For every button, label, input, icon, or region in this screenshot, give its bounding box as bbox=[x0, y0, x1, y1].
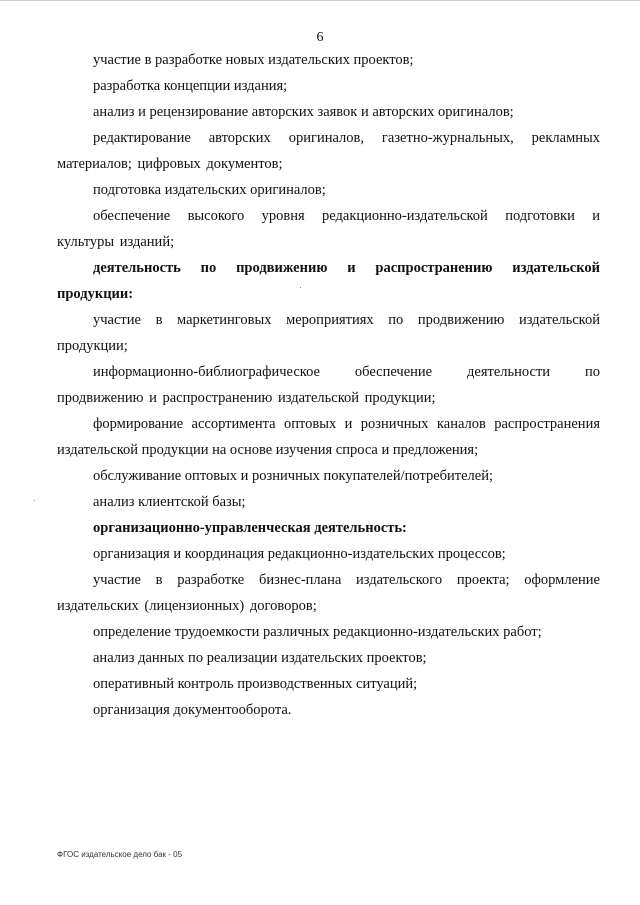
paragraph-editing: редактирование авторских оригиналов, газетно-журнальных, рекламных материалов; цифровых документов; bbox=[57, 130, 600, 172]
scan-speck bbox=[34, 500, 35, 501]
scan-edge bbox=[0, 0, 640, 1]
page-body bbox=[57, 47, 600, 723]
paragraph-marketing: участие в маркетинговых мероприятиях по продвижению издательской продукции; bbox=[57, 312, 600, 354]
paragraph-client-base: анализ клиентской базы; bbox=[93, 494, 246, 510]
paragraph-business-plan: участие в разработке бизнес-плана издательского проекта; оформление издательских (лицензионных) договоров; bbox=[57, 572, 600, 614]
scan-speck bbox=[300, 287, 301, 288]
paragraph-coordination: организация и координация редакционно-издательских процессов; bbox=[93, 546, 506, 562]
paragraph-operational-control: оперативный контроль производственных ситуаций; bbox=[93, 676, 418, 692]
paragraph-analysis-review: анализ и рецензирование авторских заявок и авторских оригиналов; bbox=[93, 104, 514, 120]
paragraph-sales-data: анализ данных по реализации издательских проектов; bbox=[93, 650, 427, 666]
page-number: 6 bbox=[316, 30, 324, 45]
paragraph-document-flow: организация документооборота. bbox=[93, 702, 292, 718]
paragraph-customer-service: обслуживание оптовых и розничных покупателей/потребителей; bbox=[93, 468, 494, 484]
paragraph-concept: разработка концепции издания; bbox=[93, 78, 288, 94]
footer-note: ФГОС издательское дело бак - 05 bbox=[57, 850, 183, 859]
paragraph-quality: обеспечение высокого уровня редакционно-издательской подготовки и культуры изданий; bbox=[57, 208, 600, 250]
paragraph-bibliographic: информационно-библиографическое обеспечение деятельности по продвижению и распространению издательской продукции; bbox=[57, 364, 600, 406]
paragraph-assortment: формирование ассортимента оптовых и розничных каналов распространения издательской продукции на основе изучения спроса и предложения; bbox=[57, 416, 600, 458]
heading-promotion-activity: деятельность по продвижению и распространению издательской продукции: bbox=[57, 260, 600, 302]
heading-management-activity: организационно-управленческая деятельность: bbox=[93, 520, 407, 536]
paragraph-originals-prep: подготовка издательских оригиналов; bbox=[93, 182, 326, 198]
paragraph-labor-intensity: определение трудоемкости различных редакционно-издательских работ; bbox=[93, 624, 542, 640]
paragraph-new-projects: участие в разработке новых издательских проектов; bbox=[93, 52, 414, 68]
